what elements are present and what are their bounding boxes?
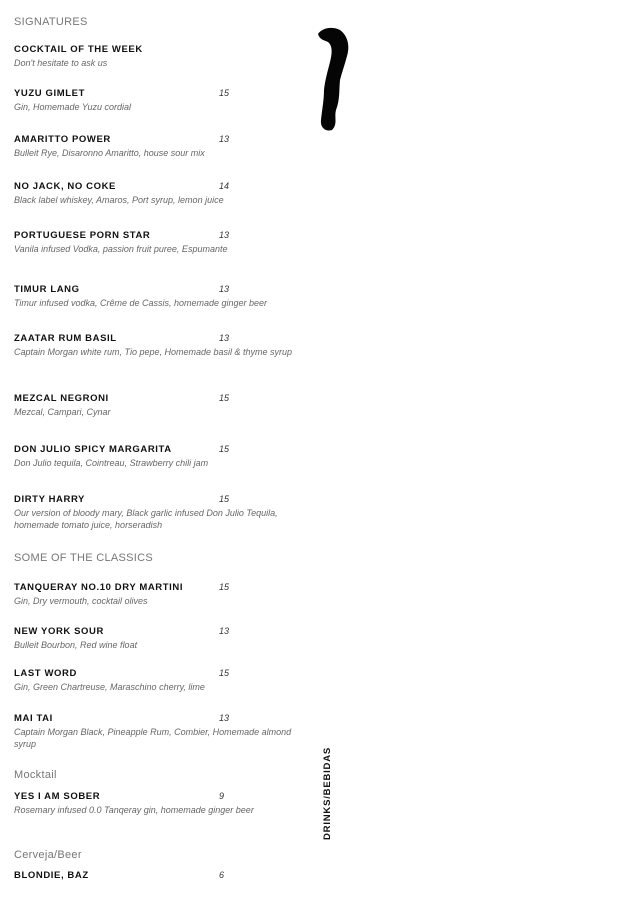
item-desc: Gin, Dry vermouth, cocktail olives: [14, 596, 148, 606]
item-desc: Timur infused vodka, Crême de Cassis, homemade ginger beer: [14, 298, 268, 308]
menu-item: [14, 870, 314, 881]
item-price: 15: [219, 88, 230, 98]
item-name: YUZU GIMLET: [14, 88, 85, 99]
item-price: 13: [219, 626, 230, 636]
menu-item: [14, 284, 314, 309]
item-name: BLONDIE, BAZ: [14, 870, 89, 881]
menu-item: [14, 444, 314, 469]
item-price: 14: [219, 181, 230, 191]
item-desc: Bulleit Rye, Disaronno Amaritto, house sour mix: [14, 148, 205, 158]
item-price: 13: [219, 134, 230, 144]
item-desc: Captain Morgan Black, Pineapple Rum, Combier, Homemade almond syrup: [14, 727, 292, 749]
section-signatures: SIGNATURES: [14, 16, 88, 28]
menu-item: [14, 393, 314, 418]
item-desc: Gin, Homemade Yuzu cordial: [14, 102, 132, 112]
item-name: DON JULIO SPICY MARGARITA: [14, 444, 172, 455]
item-price: 15: [219, 444, 230, 454]
item-name: TANQUERAY NO.10 DRY MARTINI: [14, 582, 184, 593]
item-name: AMARITTO POWER: [14, 134, 111, 145]
item-name: NEW YORK SOUR: [14, 626, 104, 637]
item-desc: Don't hesitate to ask us: [14, 58, 108, 68]
section-classics: SOME OF THE CLASSICS: [14, 552, 154, 564]
menu-item: [14, 44, 314, 69]
item-name: LAST WORD: [14, 668, 77, 679]
item-price: 15: [219, 494, 230, 504]
section-beer: Cerveja/Beer: [14, 849, 82, 861]
brush-stroke-icon: [312, 24, 354, 134]
item-name: ZAATAR RUM BASIL: [14, 333, 117, 344]
menu-item: [14, 582, 314, 607]
item-desc: Rosemary infused 0.0 Tanqeray gin, homemade ginger beer: [14, 805, 254, 815]
menu-item: [14, 626, 314, 651]
item-price: 13: [219, 284, 230, 294]
item-price: 13: [219, 230, 230, 240]
item-price: 6: [219, 870, 225, 880]
item-desc: Captain Morgan white rum, Tio pepe, Homemade basil & thyme syrup: [14, 347, 293, 357]
item-desc: Don Julio tequila, Cointreau, Strawberry chili jam: [14, 458, 209, 468]
item-price: 15: [219, 393, 230, 403]
menu-item: [14, 791, 314, 816]
item-name: DIRTY HARRY: [14, 494, 85, 505]
item-desc: Gin, Green Chartreuse, Maraschino cherry, lime: [14, 682, 205, 692]
drinks-side-label: DRINKS/BEBIDAS: [322, 746, 333, 840]
item-name: MAI TAI: [14, 713, 53, 724]
item-name: NO JACK, NO COKE: [14, 181, 116, 192]
menu-item: [14, 333, 314, 358]
item-price: 9: [219, 791, 225, 801]
item-name: PORTUGUESE PORN STAR: [14, 230, 151, 241]
item-desc: Vanila infused Vodka, passion fruit puree, Espumante: [14, 244, 228, 254]
item-price: 13: [219, 333, 230, 343]
item-price: 15: [219, 668, 230, 678]
item-name: COCKTAIL OF THE WEEK: [14, 44, 143, 55]
section-mocktail: Mocktail: [14, 769, 57, 781]
item-name: TIMUR LANG: [14, 284, 80, 295]
item-name: MEZCAL NEGRONI: [14, 393, 109, 404]
item-name: YES I AM SOBER: [14, 791, 101, 802]
menu-item: [14, 668, 314, 693]
item-desc: Our version of bloody mary, Black garlic infused Don Julio Tequila, homemade tomato juice, horseradish: [14, 508, 278, 530]
menu-item: [14, 494, 314, 531]
menu-item: [14, 713, 314, 750]
menu-item: [14, 181, 314, 206]
item-price: 15: [219, 582, 230, 592]
item-desc: Bulleit Bourbon, Red wine float: [14, 640, 138, 650]
menu-item: [14, 230, 314, 255]
item-price: 13: [219, 713, 230, 723]
item-desc: Black label whiskey, Amaros, Port syrup, lemon juice: [14, 195, 224, 205]
menu-item: [14, 134, 314, 159]
menu-item: [14, 88, 314, 113]
item-desc: Mezcal, Campari, Cynar: [14, 407, 111, 417]
